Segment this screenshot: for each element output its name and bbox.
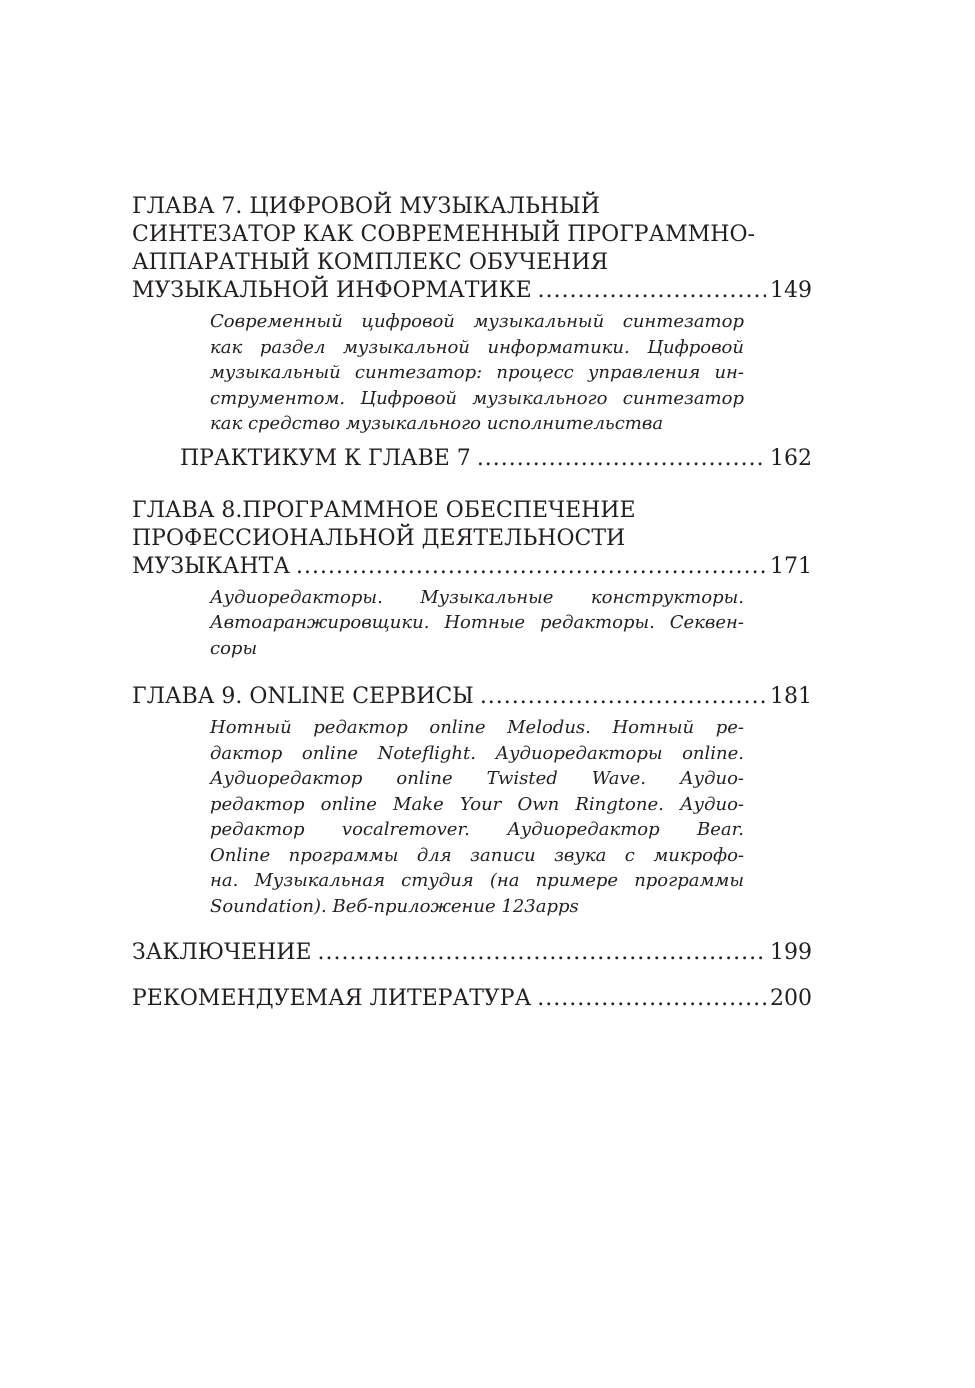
description-line: Soundation). Веб-приложение 123apps — [210, 895, 579, 917]
dot-leader — [480, 683, 766, 711]
description-line: как раздел музыкальной информатики. Цифровой — [210, 336, 744, 358]
chapter-8-title-last-line — [132, 553, 812, 581]
practicum-7-page-number: 162 — [770, 445, 812, 471]
chapter-7-title-last-line — [132, 277, 812, 305]
chapter-9-page-number: 181 — [770, 684, 812, 709]
chapter-7-description — [210, 309, 744, 437]
dot-leader — [538, 277, 766, 305]
chapter-8-title-line-1: ГЛАВА 8.ПРОГРАММНОЕ ОБЕСПЕЧЕНИЕ — [132, 497, 636, 523]
chapter-9-title-line — [132, 683, 812, 711]
description-line: Аудиоредакторы. Музыкальные конструкторы. — [210, 586, 744, 608]
conclusion-page-number: 199 — [770, 940, 812, 965]
chapter-7-title-line-2: СИНТЕЗАТОР КАК СОВРЕМЕННЫЙ ПРОГРАММНО- — [132, 222, 755, 247]
toc-entry-practicum-7 — [180, 445, 812, 473]
description-line: соры — [210, 637, 258, 659]
description-line: редактор vocalremover. Аудиоредактор Bear. — [210, 819, 744, 840]
chapter-8-description — [210, 585, 744, 662]
toc-entry-chapter-9 — [132, 683, 812, 919]
literature-title: РЕКОМЕНДУЕМАЯ ЛИТЕРАТУРА — [132, 986, 532, 1011]
description-line: Автоаранжировщики. Нотные редакторы. Секвен- — [210, 612, 744, 633]
description-line: на. Музыкальная студия (на примере программы — [210, 870, 744, 891]
chapter-8-title-line-3: МУЗЫКАНТА — [132, 553, 290, 579]
chapter-7-title-line-4: МУЗЫКАЛЬНОЙ ИНФОРМАТИКЕ — [132, 278, 532, 303]
description-line: как средство музыкального исполнительства — [210, 413, 664, 434]
dot-leader — [296, 553, 766, 581]
chapter-8-title-line-2: ПРОФЕССИОНАЛЬНОЙ ДЕЯТЕЛЬНОСТИ — [132, 525, 626, 551]
description-line: Нотный редактор online Melodus. Нотный ре- — [210, 717, 744, 738]
dot-leader — [537, 985, 766, 1013]
description-line: Современный цифровой музыкальный синтезатор — [210, 311, 744, 332]
chapter-7-title-line-3: АППАРАТНЫЙ КОМПЛЕКС ОБУЧЕНИЯ — [132, 250, 609, 275]
description-line: дактор online Noteflight. Аудиоредакторы online. — [210, 742, 744, 764]
description-line: струментом. Цифровой музыкального синтезатор — [210, 387, 744, 409]
toc-entry-chapter-8 — [132, 497, 812, 662]
description-line: Аудиоредактор online Twisted Wave. Аудио- — [210, 768, 744, 789]
chapter-7-title-line-1: ГЛАВА 7. ЦИФРОВОЙ МУЗЫКАЛЬНЫЙ — [132, 194, 600, 219]
literature-page-number: 200 — [770, 986, 812, 1011]
description-line: Online программы для записи звука с микрофо- — [210, 844, 744, 866]
chapter-9-title: ГЛАВА 9. ONLINE СЕРВИСЫ — [132, 684, 474, 709]
toc-entry-chapter-7 — [132, 193, 812, 473]
chapter-7-page-number: 149 — [770, 278, 812, 303]
table-of-contents — [132, 193, 812, 1013]
conclusion-title: ЗАКЛЮЧЕНИЕ — [132, 940, 312, 965]
chapter-8-page-number: 171 — [770, 553, 812, 579]
toc-entry-literature — [132, 985, 812, 1013]
description-line: редактор online Make Your Own Ringtone. Аудио- — [210, 793, 744, 815]
dot-leader — [477, 445, 766, 473]
practicum-7-title: ПРАКТИКУМ К ГЛАВЕ 7 — [180, 445, 471, 471]
chapter-9-description — [210, 715, 744, 919]
description-line: музыкальный синтезатор: процесс управления ин- — [210, 362, 744, 383]
toc-entry-conclusion — [132, 939, 812, 967]
dot-leader — [318, 939, 766, 967]
